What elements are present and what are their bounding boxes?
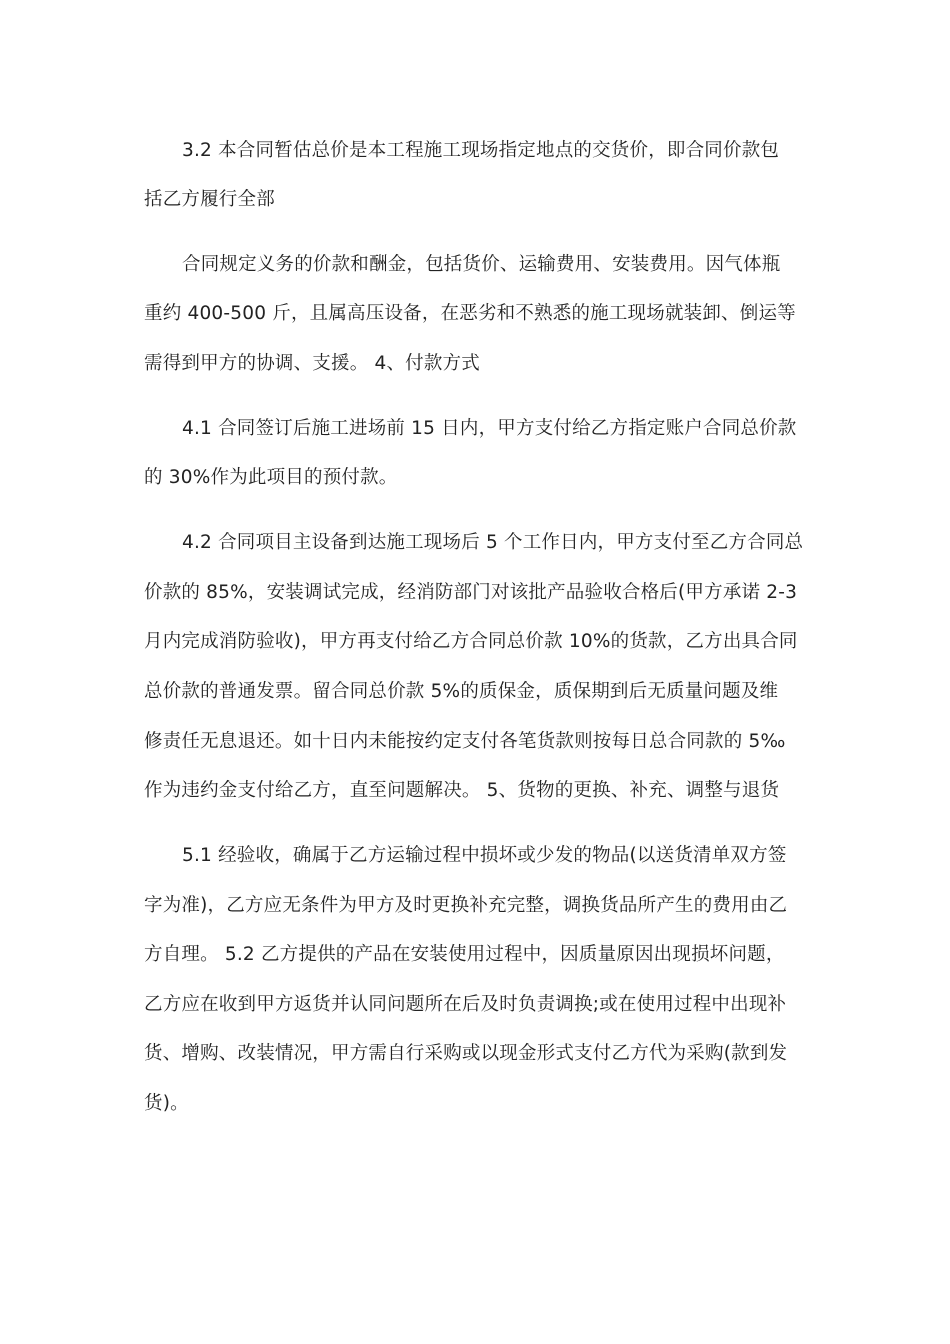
text-line: 括乙方履行全部 [144,189,275,210]
text-line: 货)。 [144,1093,189,1114]
text-line: 总价款的普通发票。留合同总价款 5%的质保金，质保期到后无质量问题及维 [144,681,779,702]
text-line: 的 30%作为此项目的预付款。 [144,467,398,488]
text-line: 4.2 合同项目主设备到达施工现场后 5 个工作日内，甲方支付至乙方合同总 [182,532,804,553]
text-line: 价款的 85%，安装调试完成，经消防部门对该批产品验收合格后(甲方承诺 2-3 [144,582,798,603]
text-line: 需得到甲方的协调、支援。 4、付款方式 [144,353,480,374]
text-line: 4.1 合同签订后施工进场前 15 日内，甲方支付给乙方指定账户合同总价款 [182,418,797,439]
text-line: 重约 400-500 斤，且属高压设备，在恶劣和不熟悉的施工现场就装卸、倒运等 [144,303,796,324]
text-line: 作为违约金支付给乙方，直至问题解决。 5、货物的更换、补充、调整与退货 [144,780,780,801]
text-line: 货、增购、改装情况，甲方需自行采购或以现金形式支付乙方代为采购(款到发 [144,1043,788,1064]
text-line: 5.1 经验收，确属于乙方运输过程中损坏或少发的物品(以送货清单双方签 [182,845,787,866]
text-line: 月内完成消防验收)，甲方再支付给乙方合同总价款 10%的货款，乙方出具合同 [144,631,798,652]
text-line: 修责任无息退还。如十日内未能按约定支付各笔货款则按每日总合同款的 5‰ [144,731,786,752]
text-line: 合同规定义务的价款和酬金，包括货价、运输费用、安装费用。因气体瓶 [182,254,781,275]
text-line: 方自理。 5.2 乙方提供的产品在安装使用过程中，因质量原因出现损坏问题， [144,944,785,965]
text-line: 字为准)，乙方应无条件为甲方及时更换补充完整，调换货品所产生的费用由乙 [144,895,788,916]
text-line: 3.2 本合同暂估总价是本工程施工现场指定地点的交货价，即合同价款包 [182,140,780,161]
text-line: 乙方应在收到甲方返货并认同问题所在后及时负责调换;或在使用过程中出现补 [144,994,787,1015]
